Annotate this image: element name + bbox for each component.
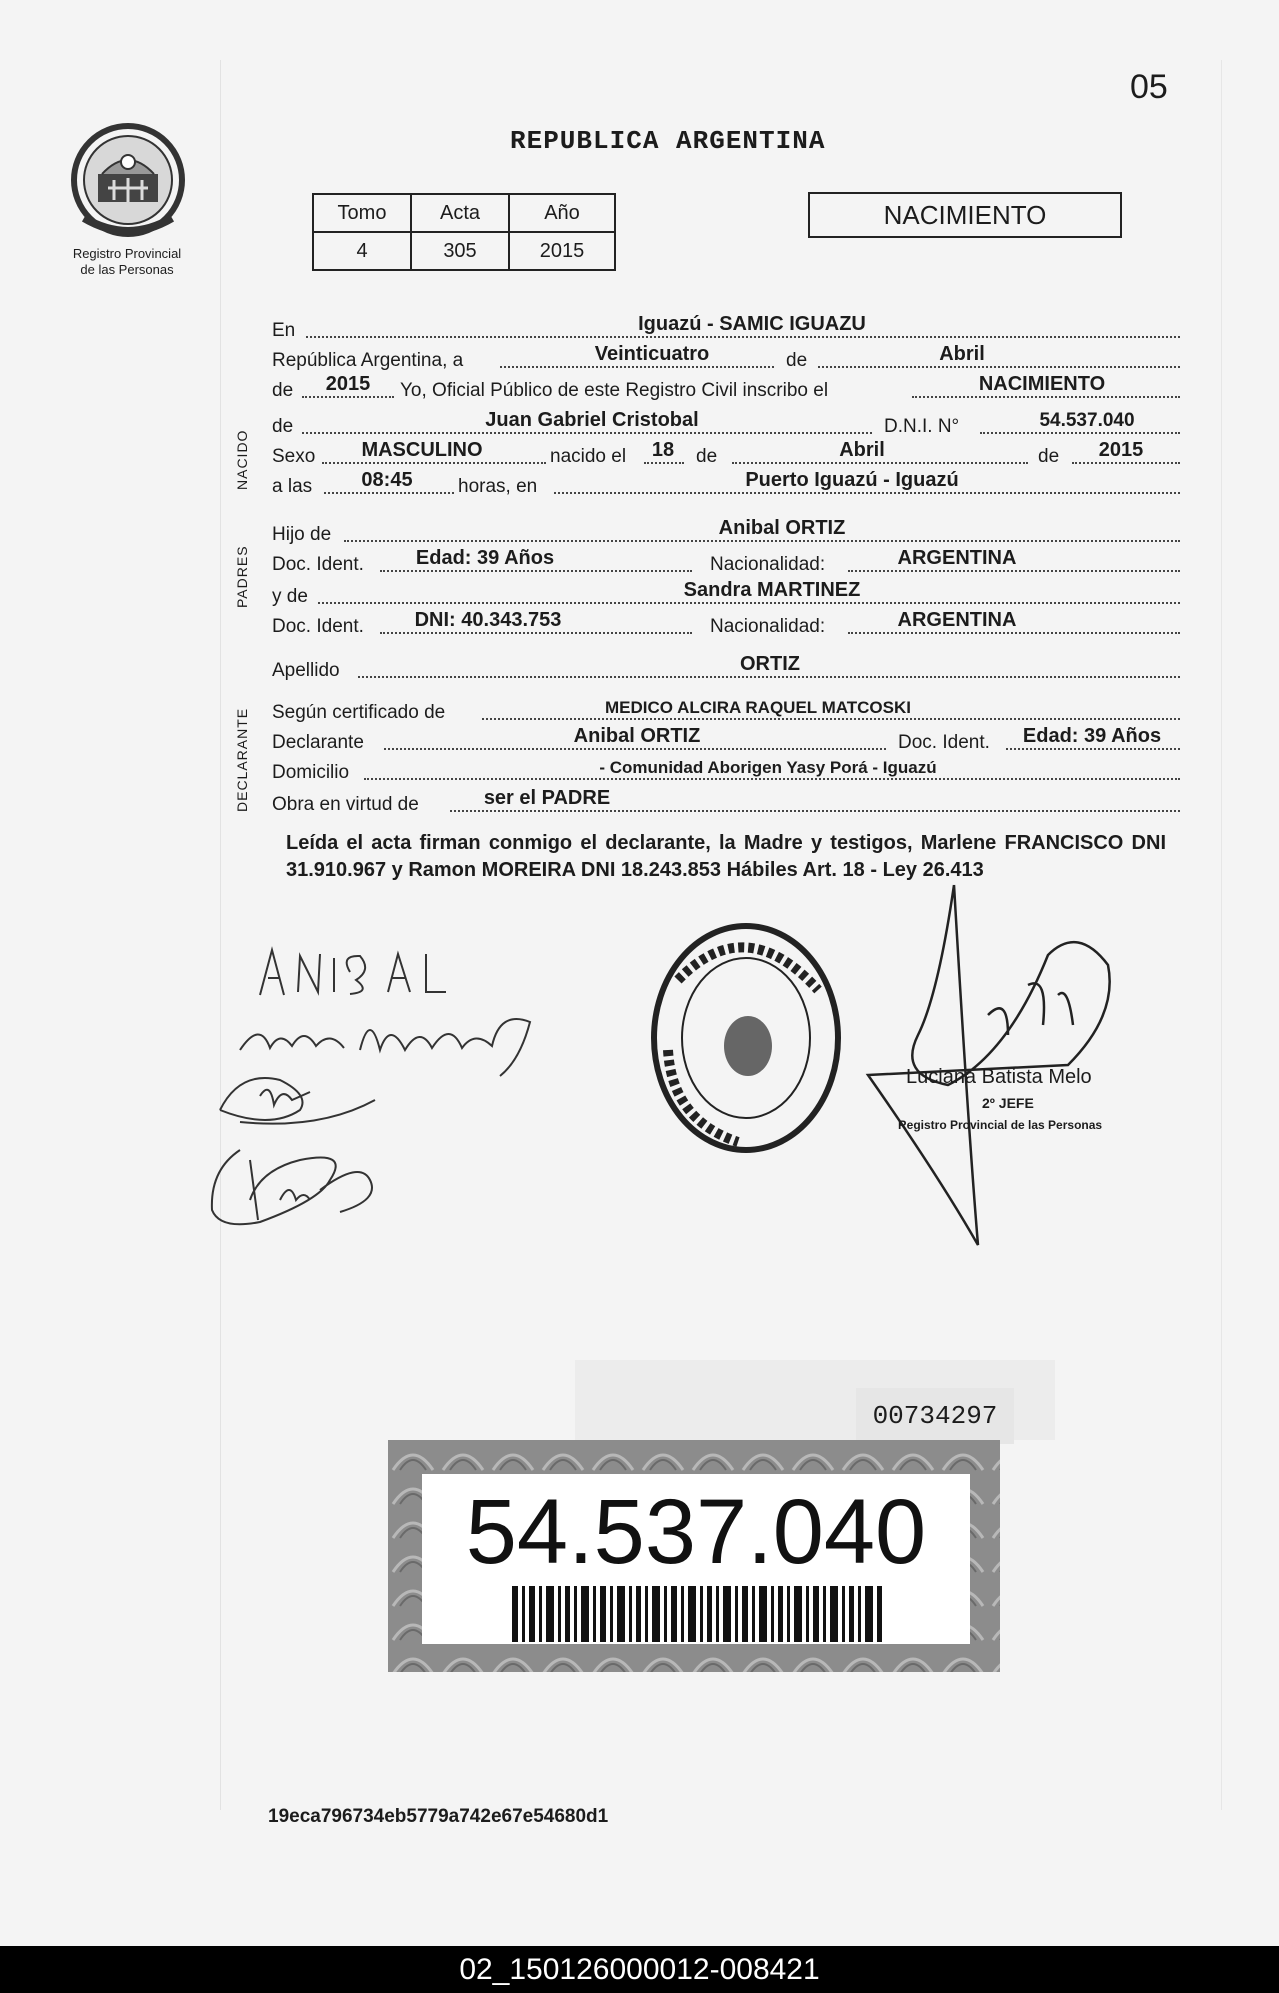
official-rank: 2º JEFE [982,1095,1034,1111]
value-inscribo: NACIMIENTO [978,373,1106,395]
label-hijo-de: Hijo de [272,524,332,545]
page-number: 05 [1130,68,1168,106]
value-apellido: ORTIZ [740,653,800,675]
value-nombre: Juan Gabriel Cristobal [485,409,699,431]
footer-bar [0,1946,1279,1993]
closing-notes: Leída el acta firman conmigo el declarante, la Madre y testigos, Marlene FRANCISCO DNI 31.910.967 y Ramon MOREIRA DNI 18.243.853 Hábiles Art. 18 - Ley 26.413 [286,832,1166,881]
value-mes: Abril [939,343,985,365]
sticker-label [422,1474,970,1644]
footer-id: 02_150126000012-008421 [459,1953,820,1986]
field-row-domicilio [272,756,1180,786]
label-doc-ident-padre: Doc. Ident. [272,554,364,575]
barcode-icon [512,1586,882,1642]
value-madre: Sandra MARTINEZ [683,579,861,601]
table-value-anio: 2015 [509,232,615,270]
value-dia-texto: Veinticuatro [594,343,710,365]
value-obra: ser el PADRE [483,787,611,809]
control-code: 00734297 [856,1388,1014,1444]
field-row-madre [272,580,1180,610]
field-row-apellido [272,654,1180,684]
field-row-inscribo [272,374,1180,404]
label-sexo: Sexo [272,446,316,467]
field-row-lugar [272,314,1180,344]
official-name: Luciana Batista Melo [906,1066,1092,1088]
side-label-nacido: NACIDO [234,429,250,490]
signatures-left [200,900,560,1260]
field-row-padre-doc [272,548,1180,578]
value-domicilio: - Comunidad Aborigen Yasy Porá - Iguazú [599,758,937,777]
field-row-declarante [272,726,1180,756]
value-dni: 54.537.040 [1039,410,1135,431]
provincial-crest-icon [64,118,192,246]
value-nac-anio: 2015 [1098,439,1144,461]
field-row-madre-doc [272,610,1180,640]
label-de-nac-anio: de [1038,446,1060,467]
record-table [312,193,616,271]
value-sexo: MASCULINO [361,439,483,461]
label-de-nombre: de [272,416,294,437]
label-declarante: Declarante [272,732,364,753]
label-nacido: nacido el [550,446,627,467]
label-horas-en: horas, en [458,476,538,497]
field-row-sexo [272,440,1180,470]
value-declarante: Anibal ORTIZ [573,725,701,747]
official-org: Registro Provincial de las Personas [898,1118,1103,1132]
value-hora: 08:45 [361,469,413,491]
table-header-tomo: Tomo [313,194,411,232]
label-fecha: República Argentina, a [272,350,464,371]
sticker-number: 54.537.040 [465,1481,927,1583]
security-sticker [388,1440,1000,1672]
label-nacionalidad-madre: Nacionalidad: [710,616,826,637]
value-certificado: MEDICO ALCIRA RAQUEL MATCOSKI [605,698,911,717]
side-label-declarante: DECLARANTE [234,707,250,812]
label-doc-ident-declarante: Doc. Ident. [898,732,990,753]
label-certificado: Según certificado de [272,702,446,723]
document-hash: 19eca796734eb5779a742e67e54680d1 [268,1806,609,1827]
label-a-las: a las [272,476,313,497]
field-row-padre [272,518,1180,548]
label-doc-ident-madre: Doc. Ident. [272,616,364,637]
side-label-padres: PADRES [234,545,250,608]
value-madre-doc: DNI: 40.343.753 [414,609,562,631]
value-lugar-nac: Puerto Iguazú - Iguazú [745,469,959,491]
value-padre-nacionalidad: ARGENTINA [897,547,1017,569]
label-y-de: y de [272,586,308,607]
table-header-acta: Acta [411,194,509,232]
label-apellido: Apellido [272,660,340,681]
table-value-tomo: 4 [313,232,411,270]
field-row-certificado [272,696,1180,726]
label-dni: D.N.I. N° [884,416,960,437]
document-title: REPUBLICA ARGENTINA [510,126,826,156]
issuer-caption: Registro Provincial de las Personas [72,246,182,277]
table-value-acta: 305 [411,232,509,270]
label-obra: Obra en virtud de [272,794,419,815]
label-nacionalidad-padre: Nacionalidad: [710,554,826,575]
label-domicilio: Domicilio [272,762,350,783]
record-type-box: NACIMIENTO [808,192,1122,238]
field-row-hora [272,470,1180,500]
label-de-mes: de [696,446,718,467]
value-padre: Anibal ORTIZ [718,517,846,539]
value-anio: 2015 [325,373,371,395]
table-header-anio: Año [509,194,615,232]
label-en: En [272,320,296,341]
value-declarante-doc: Edad: 39 Años [1022,725,1162,747]
field-row-obra [272,788,1180,818]
value-nac-mes: Abril [839,439,885,461]
field-row-nombre [272,410,1180,440]
registry-stamp-icon [648,920,844,1156]
value-nac-dia: 18 [651,439,675,461]
value-madre-nacionalidad: ARGENTINA [897,609,1017,631]
official-signature [858,875,1138,1255]
field-row-fecha [272,344,1180,374]
label-de-anio: de [272,380,294,401]
label-de: de [786,350,808,371]
value-lugar: Iguazú - SAMIC IGUAZU [638,313,866,335]
value-padre-doc: Edad: 39 Años [415,547,555,569]
label-inscribo: Yo, Oficial Público de este Registro Civil inscribo el [400,380,829,401]
